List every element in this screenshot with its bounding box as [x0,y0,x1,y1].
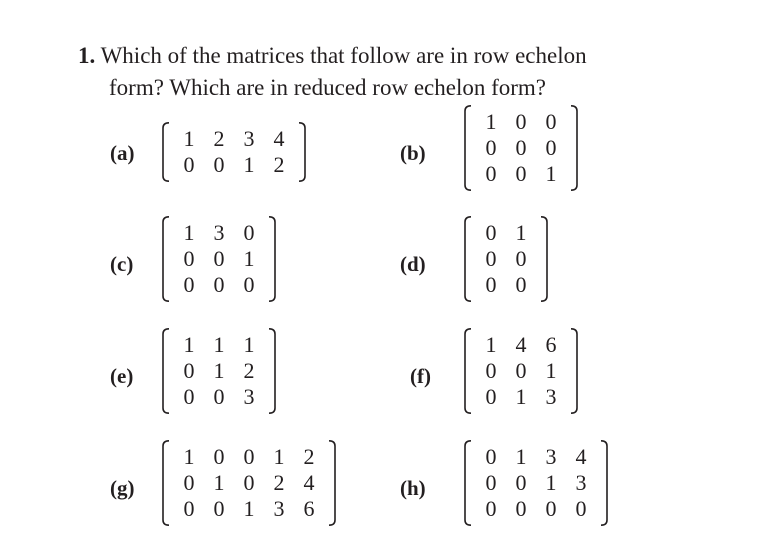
matrix-cell: 1 [243,332,255,357]
matrix-entries [472,440,600,526]
label-a: (a) [110,141,135,165]
label-f: (f) [410,364,431,388]
matrix-cell: 3 [273,496,285,521]
matrix-entries [170,440,328,526]
matrix-cell: 0 [213,444,225,469]
matrix-cell: 1 [213,470,225,495]
matrix-cell: 0 [515,246,527,271]
left-bracket [161,122,170,182]
matrix-cell: 4 [515,332,527,357]
matrix-cell: 0 [213,384,225,409]
question-text-line-1: Which of the matrices that follow are in row echelon [100,43,587,68]
right-bracket [540,216,549,302]
matrix-a [161,122,307,182]
matrix-cell: 0 [213,272,225,297]
matrix-cell: 0 [183,384,195,409]
matrix-cell: 1 [243,246,255,271]
matrix-entries [472,105,570,191]
label-c: (c) [110,252,134,276]
question-number: 1. [78,43,96,68]
label-h: (h) [400,476,426,500]
matrix-cell: 4 [303,470,315,495]
label-e: (e) [110,364,134,388]
right-bracket [600,440,609,526]
matrix-cell: 3 [545,444,557,469]
matrix-cell: 2 [303,444,315,469]
matrix-cell: 0 [183,358,195,383]
matrix-cell: 0 [515,109,527,134]
right-bracket [298,122,307,182]
label-d: (d) [400,252,426,276]
matrix-cell: 3 [545,384,557,409]
matrix-cell: 1 [183,126,195,151]
matrix-cell: 4 [273,126,285,151]
left-bracket [463,440,472,526]
matrix-cell: 0 [485,384,497,409]
matrix-cell: 0 [485,444,497,469]
matrix-cell: 0 [183,496,195,521]
matrix-cell: 2 [243,358,255,383]
matrix-cell: 0 [183,470,195,495]
right-bracket [328,440,337,526]
question-text-line-2: form? Which are in reduced row echelon form? [109,75,547,100]
matrix-cell: 0 [515,161,527,186]
matrix-cell: 3 [243,384,255,409]
matrix-cell: 0 [515,135,527,160]
right-bracket [268,216,277,302]
matrix-cell: 1 [485,332,497,357]
matrix-cell: 2 [273,470,285,495]
matrix-cell: 0 [485,220,497,245]
matrix-cell: 0 [545,496,557,521]
left-bracket [161,440,170,526]
matrix-cell: 1 [243,152,255,177]
matrix-cell: 0 [243,470,255,495]
matrix-cell: 3 [213,220,225,245]
left-bracket [161,328,170,414]
matrix-cell: 0 [515,496,527,521]
matrix-cell: 0 [485,272,497,297]
matrix-cell: 0 [485,470,497,495]
matrix-cell: 1 [213,332,225,357]
matrix-entries [170,328,268,414]
matrix-cell: 0 [515,470,527,495]
matrix-cell: 1 [485,109,497,134]
matrix-cell: 0 [515,272,527,297]
matrix-cell: 1 [545,470,557,495]
matrix-cell: 4 [575,444,587,469]
matrix-cell: 1 [213,358,225,383]
matrix-b [463,105,579,191]
matrix-c [161,216,277,302]
matrix-cell: 0 [243,444,255,469]
matrix-cell: 0 [545,109,557,134]
matrix-cell: 1 [183,332,195,357]
matrix-cell: 0 [213,152,225,177]
left-bracket [463,328,472,414]
left-bracket [463,105,472,191]
matrix-entries [472,328,570,414]
label-g: (g) [110,476,135,500]
left-bracket [161,216,170,302]
matrix-cell: 0 [213,246,225,271]
matrix-cell: 0 [545,135,557,160]
left-bracket [463,216,472,302]
matrix-cell: 0 [485,161,497,186]
matrix-cell: 1 [515,384,527,409]
question-line-2 [109,76,546,99]
right-bracket [268,328,277,414]
matrix-cell: 6 [545,332,557,357]
right-bracket [570,105,579,191]
right-bracket [570,328,579,414]
matrix-cell: 0 [485,496,497,521]
matrix-cell: 0 [183,272,195,297]
matrix-f [463,328,579,414]
matrix-cell: 1 [183,444,195,469]
matrix-h [463,440,609,526]
matrix-cell: 2 [273,152,285,177]
matrix-cell: 6 [303,496,315,521]
matrix-cell: 1 [545,161,557,186]
question-line-1 [78,44,587,67]
matrix-cell: 0 [485,358,497,383]
matrix-cell: 1 [273,444,285,469]
matrix-cell: 0 [485,135,497,160]
matrix-cell: 2 [213,126,225,151]
matrix-cell: 0 [575,496,587,521]
matrix-entries [170,122,298,182]
matrix-cell: 3 [575,470,587,495]
matrix-cell: 1 [243,496,255,521]
matrix-cell: 0 [243,272,255,297]
matrix-cell: 3 [243,126,255,151]
matrix-d [463,216,549,302]
matrix-cell: 1 [515,444,527,469]
matrix-cell: 0 [213,496,225,521]
matrix-e [161,328,277,414]
matrix-entries [472,216,540,302]
matrix-cell: 0 [183,152,195,177]
matrix-cell: 0 [515,358,527,383]
matrix-entries [170,216,268,302]
matrix-cell: 1 [545,358,557,383]
matrix-cell: 0 [485,246,497,271]
matrix-cell: 0 [183,246,195,271]
matrix-cell: 1 [183,220,195,245]
label-b: (b) [400,141,426,165]
matrix-cell: 1 [515,220,527,245]
matrix-g [161,440,337,526]
matrix-cell: 0 [243,220,255,245]
